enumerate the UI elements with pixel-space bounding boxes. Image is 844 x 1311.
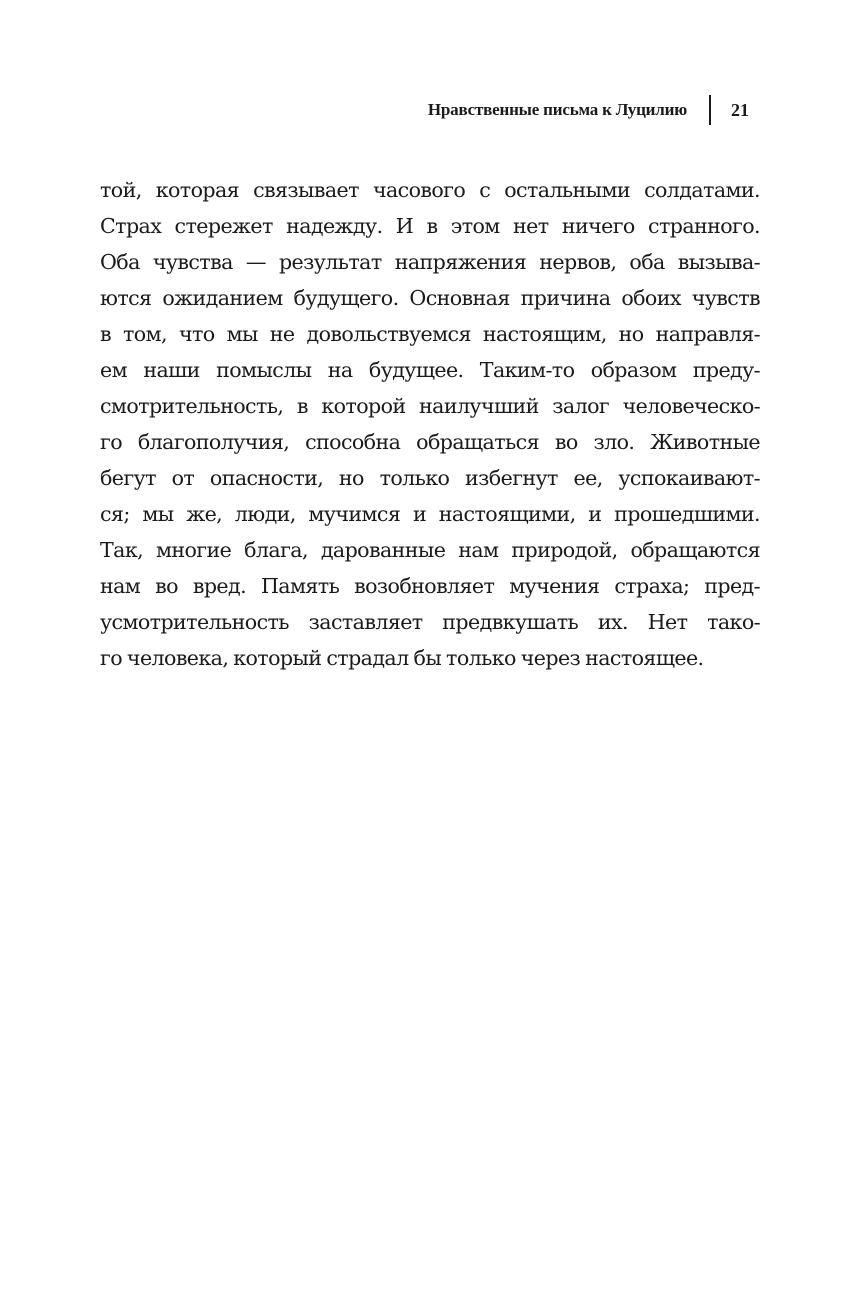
text-line: той, которая связывает часового с остальными солдатами. xyxy=(100,178,760,202)
running-header-title: Нравственные письма к Луцилию xyxy=(427,100,687,119)
text-line: ем наши помыслы на будущее. Таким-то образом преду- xyxy=(100,358,760,382)
text-line: ся; мы же, люди, мучимся и настоящими, и прошедшими. xyxy=(100,502,760,526)
text-line: Страх стережет надежду. И в этом нет ничего странного. xyxy=(100,214,760,238)
text-line: в том, что мы не довольствуемся настоящим, но направля- xyxy=(100,322,760,346)
text-line: смотрительность, в которой наилучший залог человеческо- xyxy=(100,394,760,418)
running-header xyxy=(428,95,749,125)
text-line: Так, многие блага, дарованные нам природой, обращаются xyxy=(100,538,760,562)
text-line: го благополучия, способна обращаться во зло. Животные xyxy=(100,430,760,454)
body-paragraph xyxy=(100,172,760,676)
text-line: усмотрительность заставляет предвкушать их. Нет тако- xyxy=(100,610,760,634)
header-divider xyxy=(709,95,711,125)
text-line: бегут от опасности, но только избегнут ее, успокаивают- xyxy=(100,466,760,490)
text-line: го человека, который страдал бы только через настоящее. xyxy=(100,646,704,670)
text-line: нам во вред. Память возобновляет мучения страха; пред- xyxy=(100,574,760,598)
page-number: 21 xyxy=(731,99,749,120)
text-line: Оба чувства — результат напряжения нервов, оба вызыва- xyxy=(100,250,760,274)
text-line: ются ожиданием будущего. Основная причина обоих чувств xyxy=(100,286,760,310)
